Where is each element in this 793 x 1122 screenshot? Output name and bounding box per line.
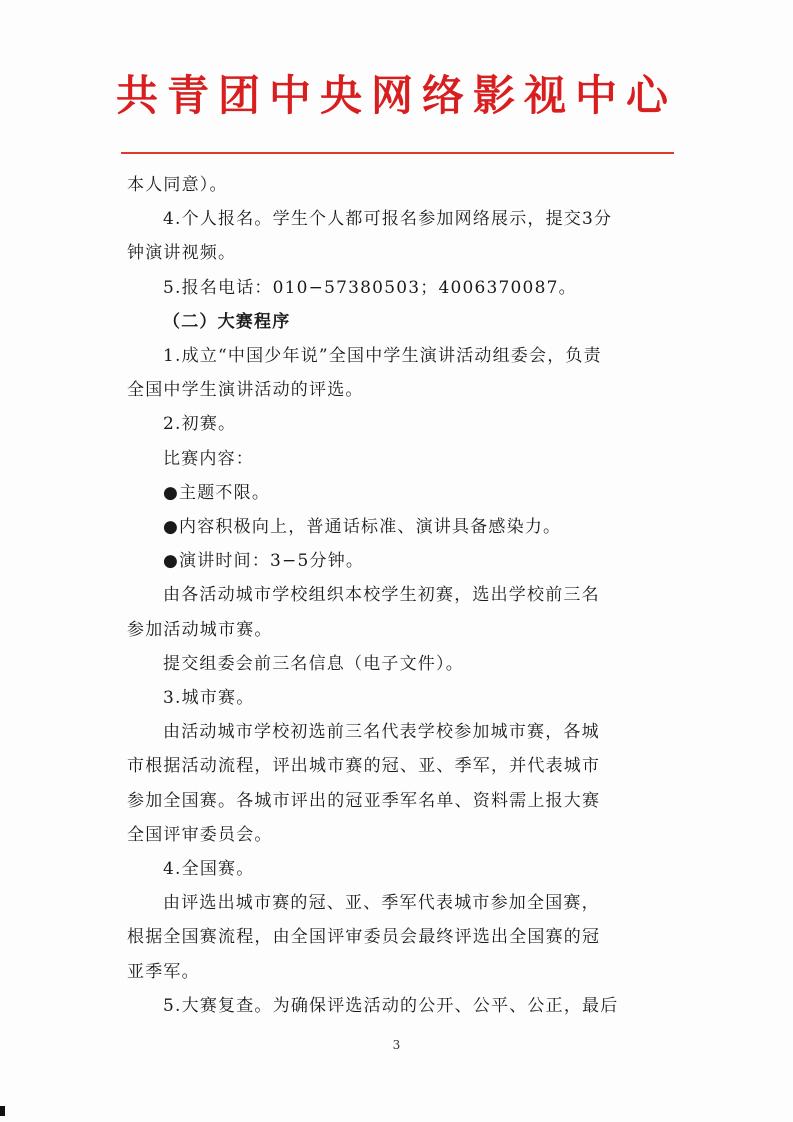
text-line: 比赛内容： — [163, 448, 254, 469]
bullet-item: ●演讲时间：3−5分钟。 — [163, 551, 365, 572]
section-heading: （二）大赛程序 — [163, 311, 291, 332]
page-number: 3 — [392, 1038, 401, 1052]
bullet-item: ●内容积极向上，普通话标准、演讲具备感染力。 — [163, 517, 562, 538]
bullet-item: ●主题不限。 — [163, 482, 271, 503]
text-line: 亚季军。 — [127, 961, 200, 982]
text-line: 2.初赛。 — [163, 414, 237, 435]
text-line: 1.成立“中国少年说”全国中学生演讲活动组委会，负责 — [163, 346, 602, 367]
text-line: 4.全国赛。 — [163, 859, 255, 880]
text-line: 由评选出城市赛的冠、亚、季军代表城市参加全国赛， — [163, 893, 600, 914]
letterhead-title: 共青团中央网络影视中心 — [115, 71, 677, 120]
text-line: 提交组委会前三名信息（电子文件）。 — [163, 653, 464, 674]
text-line: 5.报名电话：010−57380503；4006370087。 — [163, 277, 577, 298]
text-line: 3.城市赛。 — [163, 688, 255, 709]
text-line: 由活动城市学校初选前三名代表学校参加城市赛，各城 — [163, 722, 600, 743]
text-line: 全国中学生演讲活动的评选。 — [127, 380, 364, 401]
document-body — [127, 168, 667, 1023]
scan-corner-mark — [0, 1106, 5, 1116]
text-line: 全国评审委员会。 — [127, 824, 273, 845]
text-line: 由各活动城市学校组织本校学生初赛，选出学校前三名 — [163, 585, 600, 606]
letterhead-divider — [121, 152, 674, 154]
text-line: 4.个人报名。学生个人都可报名参加网络展示，提交3分 — [163, 209, 613, 230]
text-line: 5.大赛复查。为确保评选活动的公开、公平、公正，最后 — [163, 995, 619, 1016]
text-line: 市根据活动流程，评出城市赛的冠、亚、季军，并代表城市 — [127, 756, 601, 777]
text-line: 参加全国赛。各城市评出的冠亚季军名单、资料需上报大赛 — [127, 790, 601, 811]
text-line: 根据全国赛流程，由全国评审委员会最终评选出全国赛的冠 — [127, 927, 601, 948]
text-line: 本人同意）。 — [127, 175, 228, 195]
text-line: 钟演讲视频。 — [127, 243, 237, 264]
text-line: 参加活动城市赛。 — [127, 619, 273, 640]
